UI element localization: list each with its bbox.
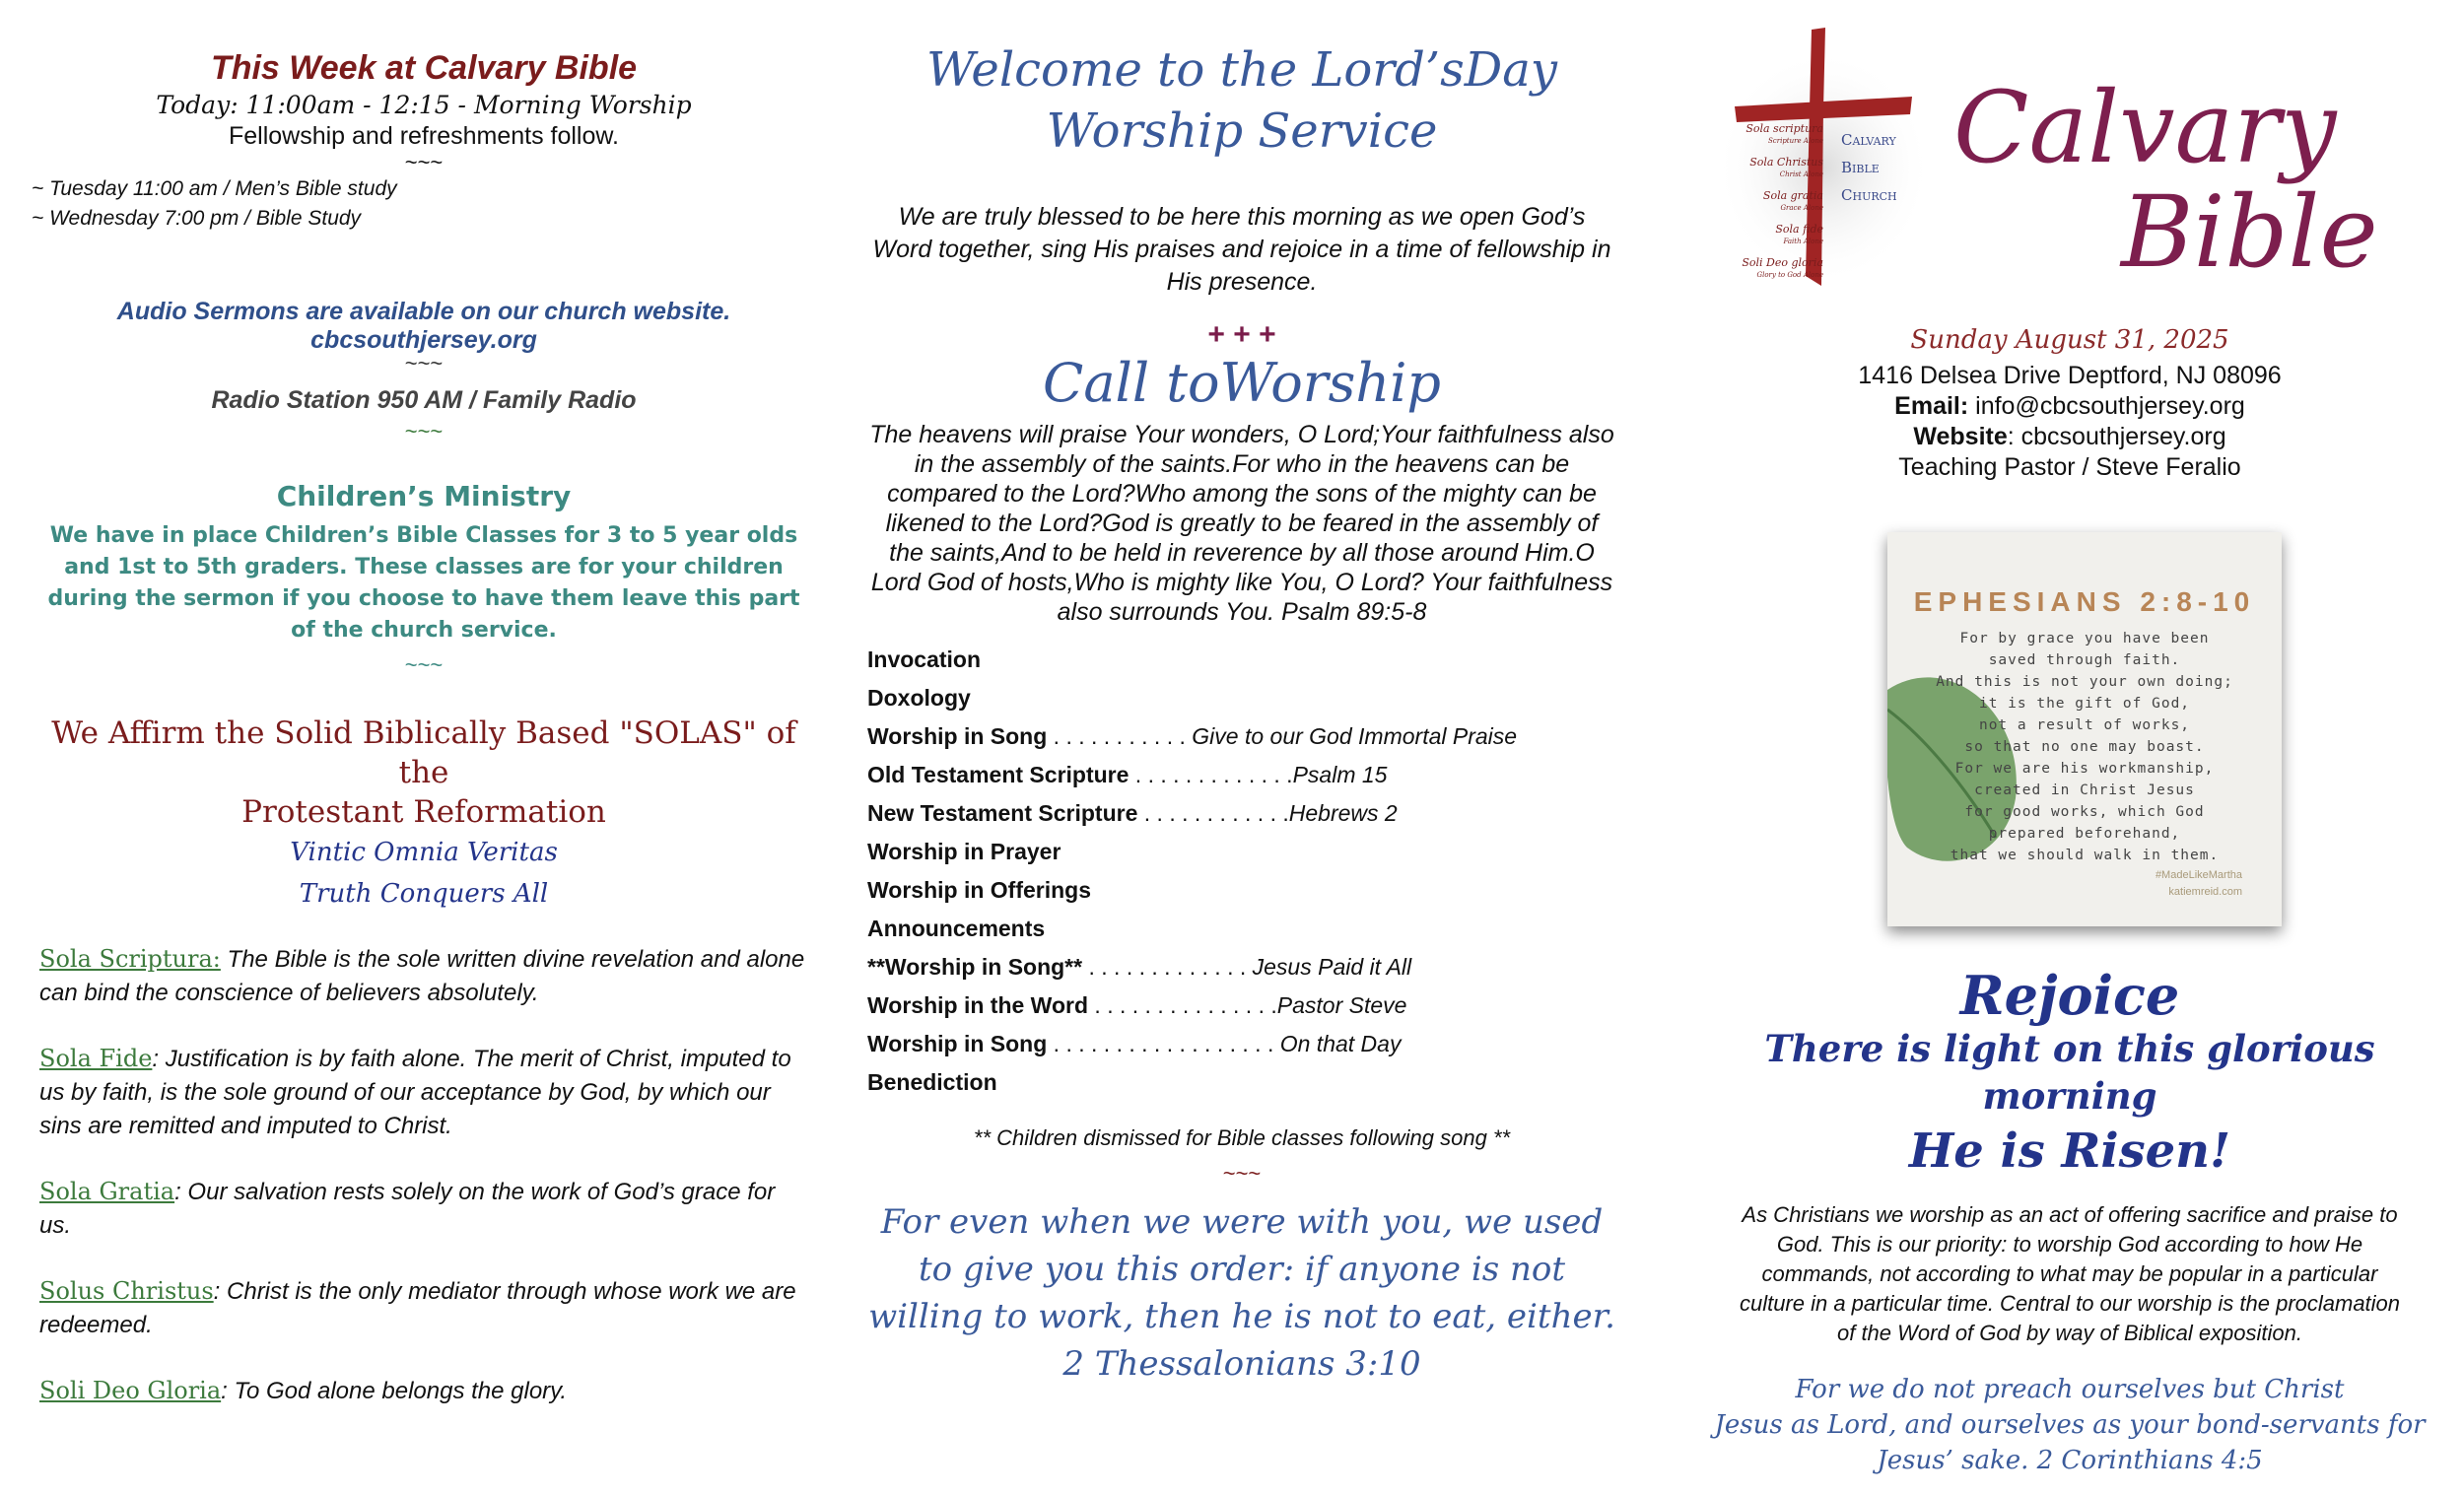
church-info: [1695, 325, 2444, 483]
left-panel: [32, 39, 808, 1408]
welcome-line1: Welcome to the Lord’sDay: [925, 42, 1557, 98]
order-item: Worship in Prayer: [867, 839, 1061, 864]
latin-motto: Vintic Omnia Veritas: [290, 838, 558, 867]
sola-term: Sola Fide: [39, 1045, 153, 1072]
children-dismissed-note: ** Children dismissed for Bible classes following song **: [973, 1125, 1511, 1150]
order-item: Worship in Song . . . . . . . . . . . . . . . . . . On that Day: [867, 1031, 1402, 1056]
children-ministry-text: We have in place Children’s Bible Classes for 3 to 5 year olds and 1st to 5th graders. These classes are for your children during the sermon if you choose to have them leave this part of the church service.: [47, 523, 800, 643]
wednesday-line: ~ Wednesday 7:00 pm / Bible Study: [32, 207, 362, 230]
sola-term: Sola Gratia: [39, 1178, 175, 1205]
church-logo: [1715, 20, 1932, 286]
order-item: Worship in Song . . . . . . . . . . . Give to our God Immortal Praise: [867, 723, 1518, 749]
ephesians-credit: #MadeLikeMartha katiemreid.com: [2155, 869, 2242, 898]
welcome-line2: Worship Service: [1046, 103, 1438, 159]
sola-item: Solus Christus: Christ is the only mediator through whose work we are redeemed.: [39, 1277, 796, 1338]
tuesday-line: ~ Tuesday 11:00 am / Men’s Bible study: [32, 177, 397, 200]
address: 1416 Delsea Drive Deptford, NJ 08096: [1858, 362, 2282, 389]
sola-term: Soli Deo Gloria: [39, 1377, 222, 1404]
sola-item: Soli Deo Gloria: To God alone belongs the glory.: [39, 1377, 568, 1404]
sola-item: Sola Gratia: Our salvation rests solely on the work of God’s grace for us.: [39, 1178, 776, 1239]
order-item: Old Testament Scripture . . . . . . . . . . . . .Psalm 15: [867, 762, 1388, 787]
email: Email: info@cbcsouthjersey.org: [1894, 392, 2245, 420]
website: Website: cbcsouthjersey.org: [1913, 423, 2226, 450]
ephesians-text: For by grace you have been saved through faith. And this is not your own doing; it is the gift of God, not a result of works, so that no one may boast. For we are his workmanship, created in Christ Jesus for good works, which God prepared beforehand, that we should walk in them.: [1936, 631, 2233, 863]
order-item: Benediction: [867, 1069, 997, 1095]
divider: ~~~: [404, 150, 444, 174]
logo-words: Calvary Bible Church: [1841, 131, 1897, 204]
call-to-worship-title: Call toWorship: [1043, 352, 1441, 414]
solas-title-line1: We Affirm the Solid Biblically Based "SOLAS" of the: [51, 715, 796, 790]
divider: ~~~: [404, 652, 444, 677]
church-title-bible: Bible: [2121, 174, 2378, 290]
welcome-intro: We are truly blessed to be here this morning as we open God’s Word together, sing His praises and rejoice in a time of fellowship in His presence.: [872, 203, 1611, 296]
logo-solas: Sola scriptura Scripture Alone Sola Christus Christ Alone Sola gratia Grace Alone Sola fide Faith Alone Soli Deo gloria Glory to God Alone: [1742, 122, 1823, 279]
order-item: Worship in the Word . . . . . . . . . . . . . . .Pastor Steve: [867, 992, 1407, 1018]
thessalonians-verse: For even when we were with you, we used to give you this order: if anyone is not willing to work, then he is not to eat, either. 2 Thessalonians 3:10: [868, 1202, 1615, 1384]
order-item: Worship in Offerings: [867, 877, 1092, 903]
week-title: This Week at Calvary Bible: [210, 49, 638, 87]
corinthians-verse: For we do not preach ourselves but Christ Jesus as Lord, and ourselves as your bond-servants for Jesus’ sake. 2 Corinthians 4:5: [1714, 1375, 2426, 1475]
sola-term: Solus Christus: [39, 1277, 214, 1305]
order-item: Invocation: [867, 646, 982, 672]
sola-item: Sola Fide: Justification is by faith alone. The merit of Christ, imputed to us by faith, is the sole ground of our acceptance by God, by which our sins are remitted and imputed to Christ.: [39, 1045, 791, 1139]
radio-station: Radio Station 950 AM / Family Radio: [211, 386, 637, 414]
sola-item: Sola Scriptura: The Bible is the sole written divine revelation and alone can bind the conscience of believers absolutely.: [39, 945, 805, 1006]
order-of-service: [867, 641, 1616, 1102]
worship-statement: As Christians we worship as an act of offering sacrifice and praise to God. This is our priority: to worship God according to how He commands, not according to what may be popular in a particular culture in a particular time. Central to our worship is the proclamation of the Word of God by way of Biblical exposition.: [1739, 1202, 2401, 1345]
children-ministry-title: Children’s Ministry: [276, 480, 572, 512]
email-link[interactable]: info@cbcsouthjersey.org: [1968, 392, 2245, 420]
audio-sermons: Audio Sermons are available on our church website.: [116, 298, 731, 325]
sola-term: Sola Scriptura:: [39, 945, 221, 973]
website-link[interactable]: cbcsouthjersey.org: [310, 326, 537, 354]
website-link[interactable]: : cbcsouthjersey.org: [2007, 423, 2226, 450]
solas-title-line2: Protestant Reformation: [241, 794, 606, 830]
latin-motto-translation: Truth Conquers All: [299, 879, 549, 909]
solas-list: [39, 942, 808, 1408]
order-item: Doxology: [867, 685, 971, 711]
risen-heading: He is Risen!: [1908, 1123, 2231, 1179]
rejoice-heading: Rejoice: [1959, 964, 2180, 1027]
call-to-worship-text: The heavens will praise Your wonders, O Lord;Your faithfulness also in the assembly of the saints.For who in the heavens can be compared to the Lord?Who among the sons of the mighty can be likened to the Lord?God is greatly to be feared in the assembly of the saints,And to be held in reverence by all those around Him.O Lord God of hosts,Who is mighty like You, O Lord? Your faithfulness also surrounds You. Psalm 89:5-8: [869, 421, 1614, 626]
rejoice-block: [1695, 966, 2444, 1183]
ephesians-card: [1887, 532, 2282, 926]
today-line: Today: 11:00am - 12:15 - Morning Worship: [156, 91, 692, 119]
service-date: Sunday August 31, 2025: [1910, 325, 2229, 355]
divider: ~~~: [404, 419, 444, 443]
pastor: Teaching Pastor / Steve Feralio: [1898, 453, 2241, 481]
church-title-calvary: Calvary: [1953, 70, 2337, 185]
order-item: **Worship in Song** . . . . . . . . . . . . . Jesus Paid it All: [867, 954, 1412, 980]
ephesians-title: EPHESIANS 2:8-10: [1913, 586, 2256, 617]
divider: ~~~: [1222, 1161, 1262, 1186]
light-heading: There is light on this glorious morning: [1764, 1027, 2375, 1118]
fellowship-line: Fellowship and refreshments follow.: [228, 122, 620, 150]
divider: ~~~: [404, 351, 444, 375]
crosses-divider: + + +: [1207, 318, 1276, 351]
order-item: New Testament Scripture . . . . . . . . . . . .Hebrews 2: [867, 800, 1398, 826]
order-item: Announcements: [867, 916, 1046, 941]
middle-panel: [867, 39, 1616, 1388]
